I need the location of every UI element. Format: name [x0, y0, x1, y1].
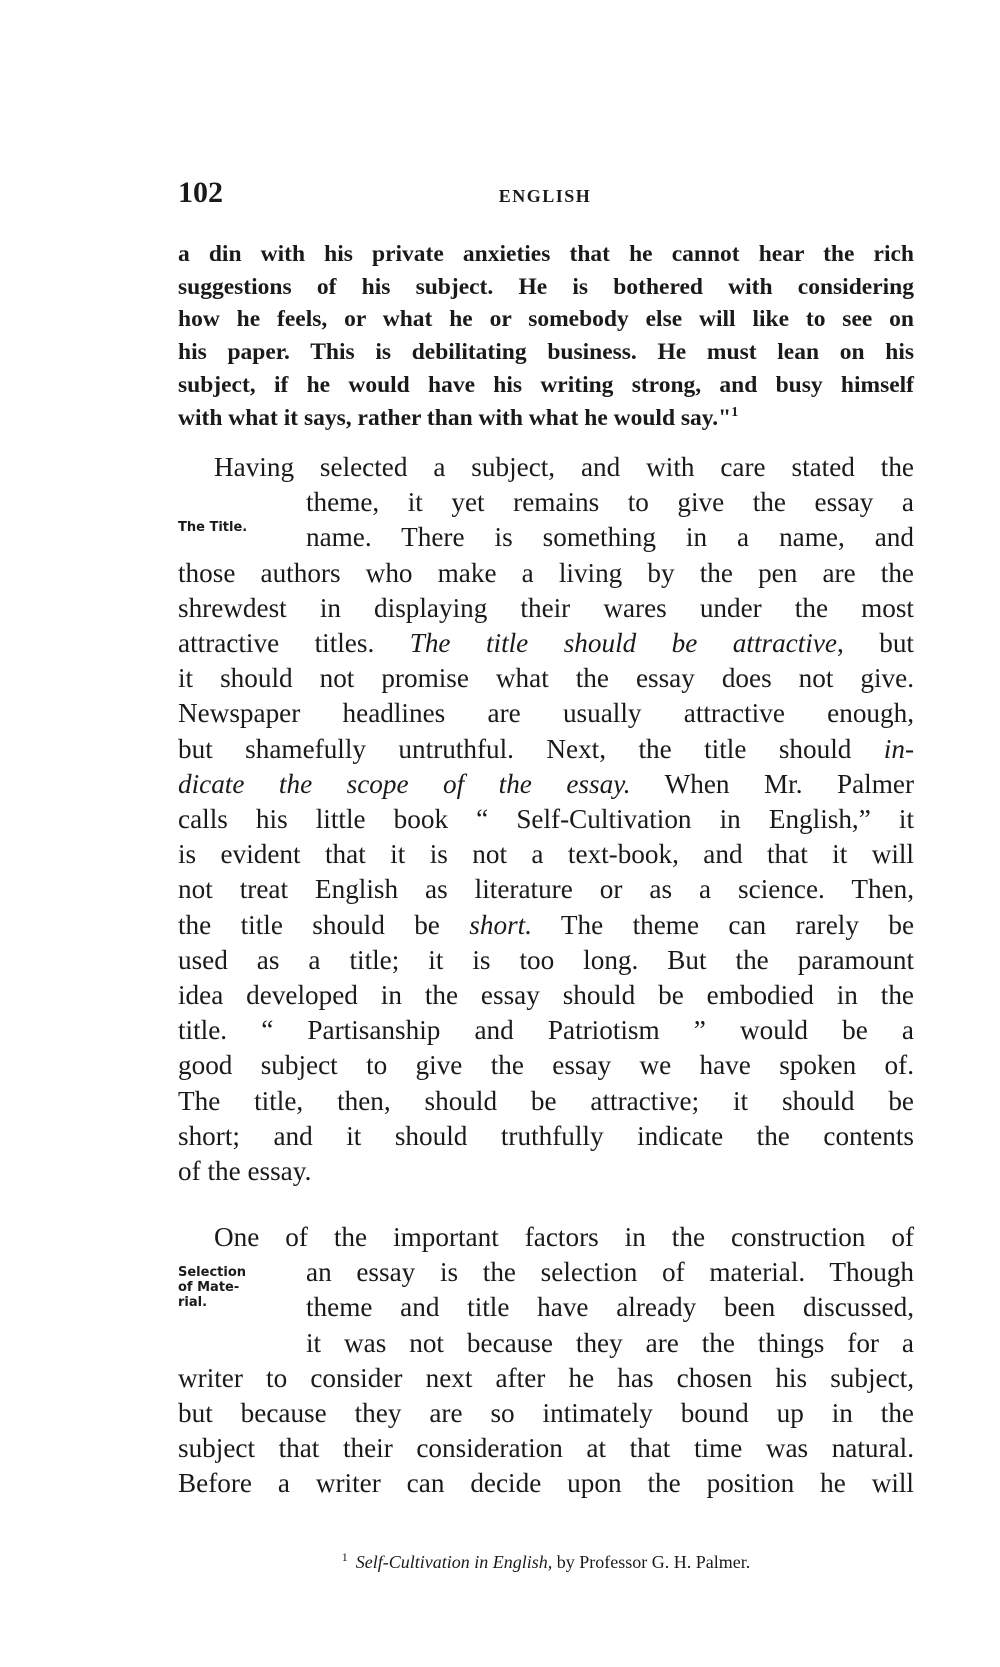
text-line: Newspaper headlines are usually attractive enough, — [178, 698, 914, 729]
text-segment: with what it says, rather than with what he would say." — [178, 404, 732, 431]
text-segment: but shamefully untruthful. Next, the title should — [178, 733, 884, 764]
page-number: 102 — [178, 176, 223, 209]
page-header — [178, 176, 912, 216]
paragraph-selection — [178, 1220, 914, 1502]
text-line: of the essay. — [178, 1156, 312, 1187]
text-line — [178, 908, 914, 943]
footnote-reference: 1 — [731, 404, 739, 420]
text-line: writer to consider next after he has chosen his subject, — [178, 1362, 914, 1393]
footnote — [178, 1552, 914, 1573]
text-line: good subject to give the essay we have spoken of. — [178, 1050, 914, 1081]
text-line: suggestions of his subject. He is bothered with considering — [178, 273, 914, 300]
text-line: is evident that it is not a text-book, and that it will — [178, 839, 914, 870]
text-line: used as a title; it is too long. But the paramount — [178, 944, 914, 975]
text-line: short; and it should truthfully indicate the contents — [178, 1120, 914, 1151]
sidenote-line: of Mate- — [178, 1280, 240, 1295]
text-line: but because they are so intimately bound up in the — [178, 1398, 914, 1429]
text-line: shrewdest in displaying their wares under the most — [178, 592, 914, 623]
italic-phrase: dicate the scope of the essay. — [178, 768, 631, 799]
text-line: One of the important factors in the construction of — [214, 1222, 914, 1252]
text-line: idea developed in the essay should be embodied in the — [178, 980, 914, 1011]
paragraph-title — [178, 450, 914, 1189]
text-line: name. There is something in a name, and — [306, 522, 914, 553]
text-line: a din with his private anxieties that he cannot hear the rich — [178, 241, 914, 267]
text-line: title. “ Partisanship and Patriotism ” would be a — [178, 1015, 914, 1046]
text-segment: , but — [836, 628, 914, 659]
text-line — [178, 626, 914, 661]
sidenote-title: The Title. — [178, 520, 248, 535]
sidenote-line: rial. — [178, 1295, 208, 1310]
text-segment: the title should be — [178, 909, 470, 940]
text-line: how he feels, or what he or somebody else will like to see on — [178, 306, 914, 333]
text-line: it should not promise what the essay does not give. — [178, 663, 914, 694]
footnote-title: Self-Cultivation in English, — [355, 1552, 553, 1572]
footnote-mark: 1 — [341, 1550, 348, 1564]
text-line — [178, 402, 914, 435]
sidenote-line: Selection — [178, 1265, 247, 1280]
italic-phrase: The title should be attractive — [409, 628, 837, 659]
text-line: theme, it yet remains to give the essay a — [306, 487, 914, 518]
text-line: subject that their consideration at that time was natural. — [178, 1433, 914, 1464]
text-line: calls his little book “ Self-Cultivation in English,” it — [178, 804, 914, 835]
italic-phrase: in- — [883, 733, 914, 764]
text-line: The title, then, should be attractive; it should be — [178, 1085, 914, 1116]
intro-paragraph — [178, 238, 914, 434]
text-line: theme and title have already been discussed, — [306, 1292, 914, 1323]
text-line — [178, 767, 914, 802]
running-head: ENGLISH — [498, 186, 592, 206]
text-line: it was not because they are the things for a — [306, 1327, 914, 1358]
text-line: not treat English as literature or as a science. Then, — [178, 874, 914, 905]
text-segment: When Mr. Palmer — [630, 768, 914, 799]
text-line: subject, if he would have his writing strong, and busy himself — [178, 371, 914, 398]
text-line: Before a writer can decide upon the position he will — [178, 1468, 914, 1499]
text-line: Having selected a subject, and with care stated the — [214, 452, 914, 482]
text-line: those authors who make a living by the pen are the — [178, 557, 914, 588]
text-line: an essay is the selection of material. Though — [306, 1257, 914, 1288]
text-line — [178, 732, 914, 767]
footnote-text: by Professor G. H. Palmer. — [552, 1552, 751, 1572]
italic-phrase: short. — [469, 909, 532, 940]
text-line: his paper. This is debilitating business. He must lean on his — [178, 339, 914, 366]
text-segment: The theme can rarely be — [532, 909, 915, 940]
text-segment: attractive titles. — [178, 628, 410, 659]
